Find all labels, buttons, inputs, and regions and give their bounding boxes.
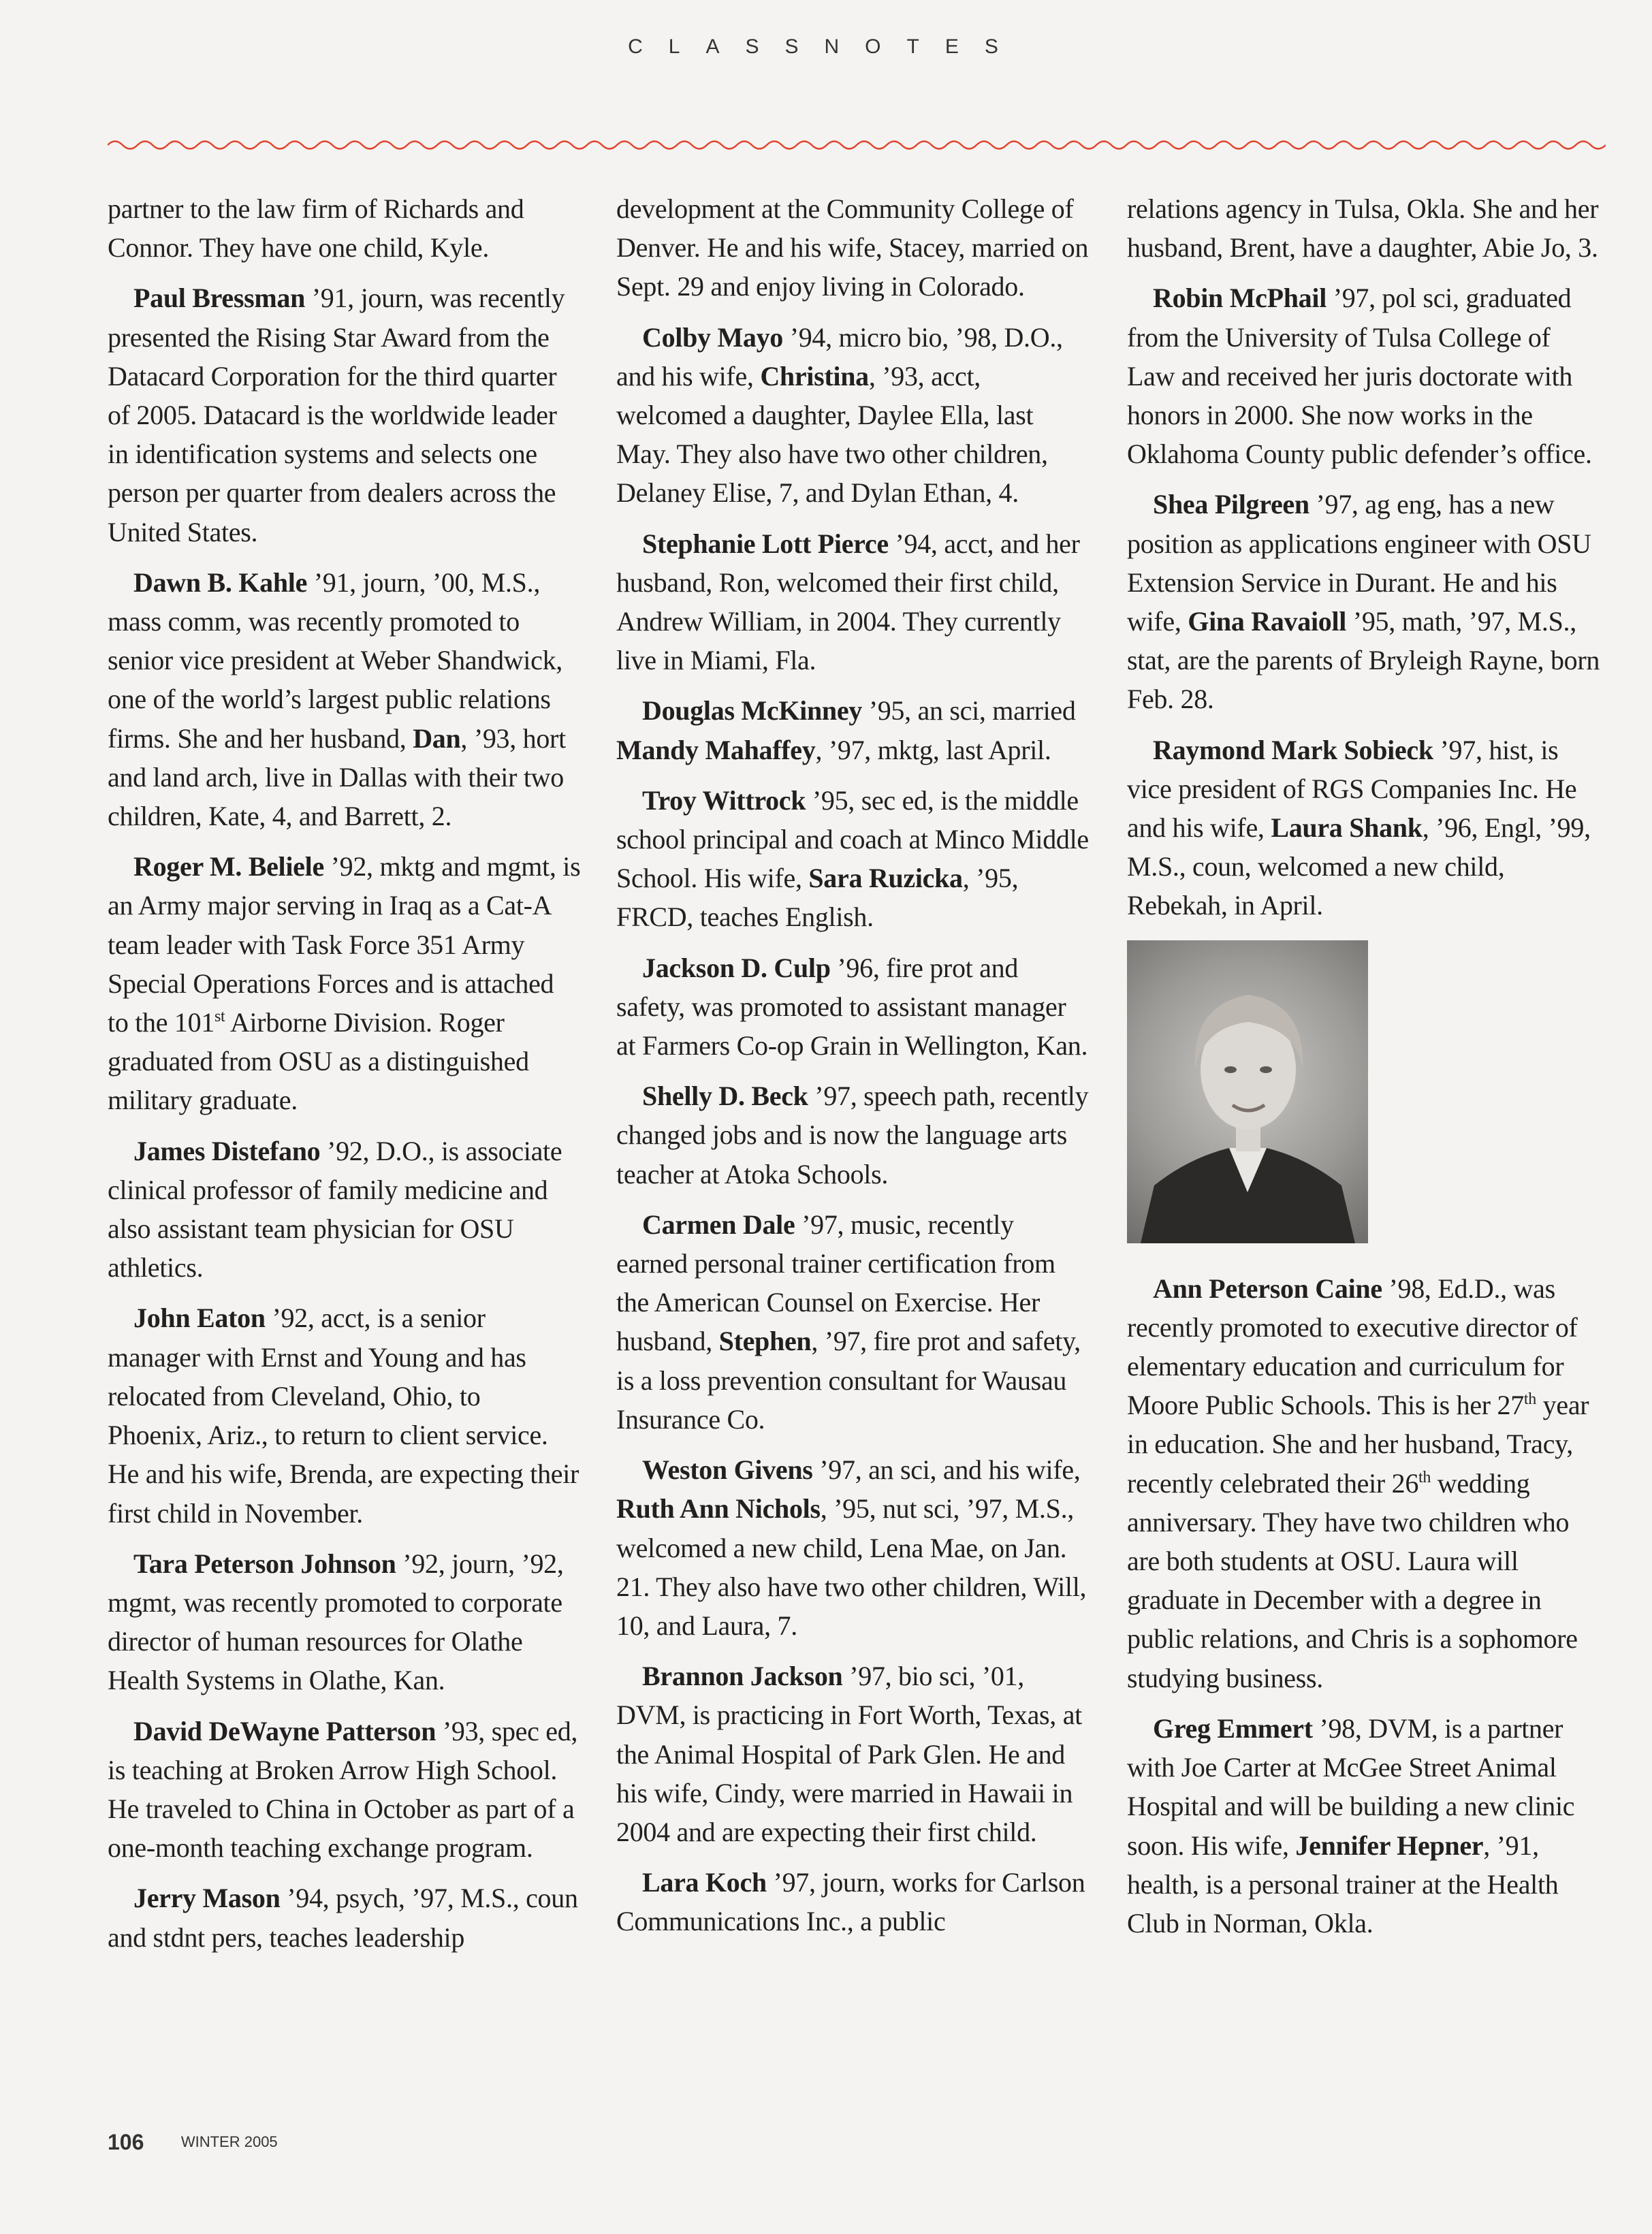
alumni-name: Dan (413, 722, 461, 754)
entry-text: ’94, acct, and her husband, Ron, welcomed their first child, Andrew William, in 2004. They currently live in Miami, Fla. (616, 528, 1080, 676)
alumni-name: Douglas McKinney (642, 695, 862, 727)
class-note-entry (616, 1657, 1090, 1851)
alumni-name: Mandy Mahaffey (616, 734, 816, 765)
alumni-name: Laura Shank (1271, 812, 1423, 844)
entry-text: ’91, journ, was recently presented the Rising Star Award from the Datacard Corporation for the third quarter of 2005. Datacard is the worldwide leader in identification systems and selects one person per quarter from dealers across the United States. (108, 283, 565, 547)
entry-text: ’97, hist, is vice president of RGS Companies Inc. He and his wife, (1127, 734, 1577, 844)
entry-text: , ’91, health, is a personal trainer at the Health Club in Norman, Okla. (1127, 1830, 1559, 1938)
entry-text: Airborne Division. Roger graduated from OSU as a distinguished military graduate. (108, 1007, 529, 1116)
alumni-name: John Eaton (133, 1303, 266, 1334)
class-note-entry (616, 1863, 1090, 1941)
class-note-entry (108, 1712, 581, 1868)
alumni-name: Paul Bressman (133, 283, 306, 314)
wavy-divider (108, 135, 1606, 155)
entry-text: relations agency in Tulsa, Okla. She and her husband, Brent, have a daughter, Abie Jo, 3. (1127, 193, 1599, 264)
class-note-entry (616, 318, 1090, 513)
entry-text: ’97, journ, works for Carlson Communications Inc., a public (616, 1867, 1085, 1937)
class-note-entry (108, 278, 581, 551)
page-footer (108, 2130, 278, 2155)
entry-text: , ’93, acct, welcomed a daughter, Daylee Ella, last May. They also have two other children, Delaney Elise, 7, and Dylan Ethan, 4. (616, 360, 1048, 509)
entry-text: , ’93, hort and land arch, live in Dallas with their two children, Kate, 4, and Barrett, 2. (108, 722, 566, 832)
entry-text: ’92, acct, is a senior manager with Ernst and Young and has relocated from Cleveland, Ohio, to Phoenix, Ariz., to return to client service. He and his wife, Brenda, are expecting their first child in November. (108, 1303, 579, 1529)
entry-text: ’94, psych, ’97, M.S., coun and stdnt pers, teaches leadership (108, 1883, 578, 1953)
entry-text: ’93, spec ed, is teaching at Broken Arrow High School. He traveled to China in October as part of a one-month teaching exchange program. (108, 1715, 578, 1864)
ordinal-suffix: th (1523, 1390, 1536, 1409)
entry-text: year in education. She and her husband, Tracy, recently celebrated their 26 (1127, 1390, 1589, 1499)
class-note-entry (1127, 189, 1600, 267)
entry-text: ’97, pol sci, graduated from the University of Tulsa College of Law and received her juris doctorate with honors in 2000. She now works in the Oklahoma County public defender’s office. (1127, 283, 1592, 470)
entry-text: ’92, mktg and mgmt, is an Army major serving in Iraq as a Cat-A team leader with Task Force 351 Army Special Operations Forces and is attached to the 101 (108, 851, 581, 1038)
alumni-name: Gina Ravaioll (1188, 606, 1347, 637)
entry-text: , ’97, fire prot and safety, is a loss prevention consultant for Wausau Insurance Co. (616, 1326, 1081, 1435)
entry-text: ’94, micro bio, ’98, D.O., and his wife, (616, 321, 1063, 392)
entry-text: ’98, DVM, is a partner with Joe Carter at McGee Street Animal Hospital and will be building a new clinic soon. His wife, (1127, 1712, 1575, 1861)
alumni-name: Greg Emmert (1153, 1712, 1313, 1744)
alumni-name: Stephen (718, 1326, 812, 1357)
class-note-entry (1127, 731, 1600, 925)
alumni-name: Lara Koch (642, 1867, 767, 1898)
class-note-entry (616, 524, 1090, 680)
alumni-name: Brannon Jackson (642, 1661, 843, 1692)
alumni-name: Stephanie Lott Pierce (642, 528, 889, 559)
issue-label: WINTER 2005 (180, 2133, 278, 2150)
class-note-entry (1127, 1709, 1600, 1943)
entry-text: ’97, music, recently earned personal trainer certification from the American Counsel on Exercise. Her husband, (616, 1209, 1055, 1357)
class-note-entry (616, 1076, 1090, 1194)
class-note-entry (1127, 485, 1600, 718)
alumni-name: Raymond Mark Sobieck (1153, 734, 1433, 765)
alumni-name: Christina (760, 360, 869, 392)
entry-text: , ’95, FRCD, teaches English. (616, 863, 1019, 933)
entry-text: ’97, ag eng, has a new position as applications engineer with OSU Extension Service in Durant. He and his wife, (1127, 489, 1591, 637)
alumni-name: Troy Wittrock (642, 784, 806, 816)
class-note-entry (108, 563, 581, 835)
class-note-entry (616, 948, 1090, 1066)
class-note-entry (108, 189, 581, 267)
alumni-name: Shelly D. Beck (642, 1081, 808, 1112)
alumni-name: Sara Ruzicka (808, 863, 963, 894)
entry-text: ’97, bio sci, ’01, DVM, is practicing in Fort Worth, Texas, at the Animal Hospital of Park Glen. He and his wife, Cindy, were married in Hawaii in 2004 and are expecting their first child. (616, 1661, 1082, 1847)
alumni-name: Weston Givens (642, 1454, 813, 1486)
class-note-entry (108, 1544, 581, 1700)
entry-text: , ’95, nut sci, ’97, M.S., welcomed a new child, Lena Mae, on Jan. 21. They also have two other children, Will, 10, and Laura, 7. (616, 1493, 1087, 1641)
entry-text: ’97, an sci, and his wife, (812, 1454, 1081, 1486)
class-note-entry (616, 189, 1090, 306)
alumni-name: Jerry Mason (133, 1883, 281, 1914)
entry-text: development at the Community College of Denver. He and his wife, Stacey, married on Sept. 29 and enjoy living in Colorado. (616, 193, 1089, 302)
class-note-entry (108, 1132, 581, 1288)
entry-text: ’92, D.O., is associate clinical professor of family medicine and also assistant team physician for OSU athletics. (108, 1135, 562, 1283)
class-note-entry (108, 847, 581, 1119)
alumni-name: David DeWayne Patterson (133, 1715, 436, 1746)
entry-text: ’92, journ, ’92, mgmt, was recently promoted to corporate director of human resources for Olathe Health Systems in Olathe, Kan. (108, 1548, 564, 1696)
entry-text: ’95, sec ed, is the middle school principal and coach at Minco Middle School. His wife, (616, 784, 1089, 894)
entry-text: ’95, math, ’97, M.S., stat, are the parents of Bryleigh Rayne, born Feb. 28. (1127, 606, 1600, 715)
alumni-name: Ann Peterson Caine (1153, 1273, 1382, 1304)
ordinal-suffix: st (214, 1008, 225, 1026)
alumni-name: Carmen Dale (642, 1209, 795, 1240)
class-note-entry (1127, 1269, 1600, 1697)
class-note-entry (108, 1879, 581, 1956)
column-left (108, 189, 581, 1968)
entry-text: , ’97, mktg, last April. (815, 734, 1051, 765)
ordinal-suffix: th (1418, 1468, 1431, 1486)
entry-text: ’95, an sci, married (862, 695, 1076, 727)
column-right (1127, 189, 1600, 1954)
class-note-entry (616, 1205, 1090, 1439)
alumni-name: Tara Peterson Johnson (133, 1548, 396, 1579)
class-note-entry (616, 691, 1090, 769)
page-number: 106 (108, 2130, 144, 2154)
class-note-entry (1127, 278, 1600, 473)
entry-text: wedding anniversary. They have two children who are both students at OSU. Laura will graduate in December with a degree in public relations, and Chris is a sophomore studying business. (1127, 1467, 1578, 1693)
alumni-name: Shea Pilgreen (1153, 489, 1309, 520)
alumni-name: Jennifer Hepner (1295, 1830, 1484, 1861)
entry-text: , ’96, Engl, ’99, M.S., coun, welcomed a new child, Rebekah, in April. (1127, 812, 1591, 921)
portrait-photo (1127, 940, 1368, 1243)
entry-text: partner to the law firm of Richards and Connor. They have one child, Kyle. (108, 193, 524, 264)
alumni-name: Colby Mayo (642, 321, 784, 353)
class-note-entry (616, 1450, 1090, 1645)
entry-text: ’91, journ, ’00, M.S., mass comm, was recently promoted to senior vice president at Weber Shandwick, one of the world’s largest public relations firms. She and her husband, (108, 567, 562, 754)
alumni-name: Dawn B. Kahle (133, 567, 308, 598)
section-header: CLASSNOTES (628, 35, 1024, 58)
alumni-name: James Distefano (133, 1135, 321, 1166)
entry-text: ’97, speech path, recently changed jobs and is now the language arts teacher at Atoka Schools. (616, 1081, 1089, 1190)
alumni-name: Roger M. Beliele (133, 851, 324, 882)
alumni-name: Ruth Ann Nichols (616, 1493, 821, 1525)
class-note-entry (616, 781, 1090, 937)
alumni-name: Robin McPhail (1153, 283, 1327, 314)
class-note-entry (108, 1298, 581, 1532)
entry-text: ’98, Ed.D., was recently promoted to executive director of elementary education and curriculum for Moore Public Schools. This is her 27 (1127, 1273, 1578, 1421)
column-middle (616, 189, 1090, 1953)
alumni-name: Jackson D. Culp (642, 952, 831, 983)
entry-text: ’96, fire prot and safety, was promoted to assistant manager at Farmers Co-op Grain in Wellington, Kan. (616, 952, 1088, 1062)
